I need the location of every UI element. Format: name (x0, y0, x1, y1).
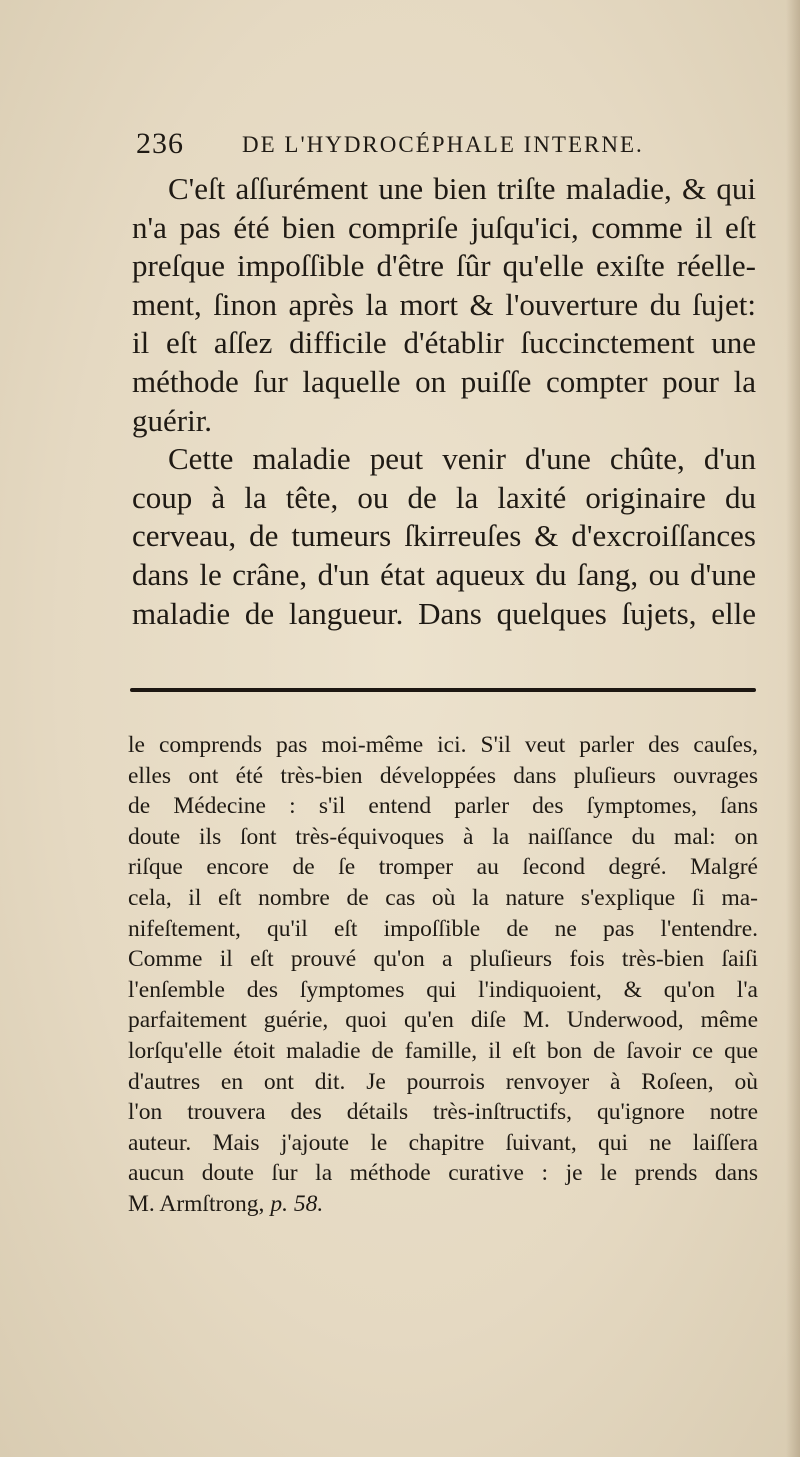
text-line: maladie de langueur. Dans quelques ſujets, elle (132, 595, 756, 631)
main-text-block (132, 170, 756, 633)
running-header (136, 126, 756, 166)
footnote-page-reference: p. 58. (270, 1190, 324, 1217)
text-line: Cette maladie peut venir d'une chûte, d'un (168, 441, 756, 477)
running-title: DE L'HYDROCÉPHALE INTERNE. (242, 132, 644, 157)
footnote-rule (130, 688, 756, 692)
text-line: il eſt aſſez difficile d'établir ſuccinctement une (132, 325, 756, 361)
footnote-line (128, 1189, 758, 1220)
footnote-line: cela, il eſt nombre de cas où la nature s'explique ſi ma- (128, 884, 758, 911)
footnote-line: nifeſtement, qu'il eſt impoſſible de ne pas l'entendre. (128, 915, 758, 942)
text-line: n'a pas été bien compriſe juſqu'ici, comme il eſt (132, 209, 756, 245)
text-line: guérir. (132, 402, 213, 438)
footnote-author: M. Armſtrong, (128, 1190, 271, 1217)
footnote-line: riſque encore de ſe tromper au ſecond degré. Malgré (128, 854, 758, 881)
footnote-line: auteur. Mais j'ajoute le chapitre ſuivant, qui ne laiſſera (128, 1129, 758, 1156)
footnote-line: de Médecine : s'il entend parler des ſymptomes, ſans (128, 793, 758, 820)
footnote-line: parfaitement guérie, quoi qu'en diſe M. Underwood, même (128, 1007, 758, 1034)
text-line: cerveau, de tumeurs ſkirreuſes & d'excroiſſances (132, 518, 756, 554)
footnote-line: doute ils ſont très-équivoques à la naiſſance du mal: on (128, 823, 758, 850)
footnote-line: l'enſemble des ſymptomes qui l'indiquoient, & qu'on l'a (128, 976, 758, 1003)
footnote-line: elles ont été très-bien développées dans pluſieurs ouvrages (128, 762, 758, 789)
page-edge-shadow (786, 0, 800, 1457)
text-line: preſque impoſſible d'être ſûr qu'elle exiſte réelle- (132, 248, 756, 284)
text-line: coup à la tête, ou de la laxité originaire du (132, 479, 756, 515)
text-line: C'eſt aſſurément une bien triſte maladie, & qui (168, 171, 756, 206)
text-line: ment, ſinon après la mort & l'ouverture du ſujet: (132, 286, 756, 322)
text-line: méthode ſur laquelle on puiſſe compter pour la (132, 363, 756, 399)
footnote-line: d'autres en ont dit. Je pourrois renvoyer à Roſeen, où (128, 1068, 758, 1095)
text-line: dans le crâne, d'un état aqueux du ſang, ou d'une (132, 556, 756, 592)
footnote-line: le comprends pas moi-même ici. S'il veut parler des cauſes, (128, 732, 758, 758)
footnote-line: l'on trouvera des détails très-inſtructifs, qu'ignore notre (128, 1099, 758, 1126)
footnote-line: Comme il eſt prouvé qu'on a pluſieurs fois très-bien ſaiſi (128, 946, 758, 973)
page-number: 236 (136, 127, 184, 160)
footnote-block (128, 730, 758, 1220)
footnote-line: lorſqu'elle étoit maladie de famille, il eſt bon de ſavoir ce que (128, 1037, 758, 1064)
footnote-line: aucun doute ſur la méthode curative : je le prends dans (128, 1160, 758, 1187)
